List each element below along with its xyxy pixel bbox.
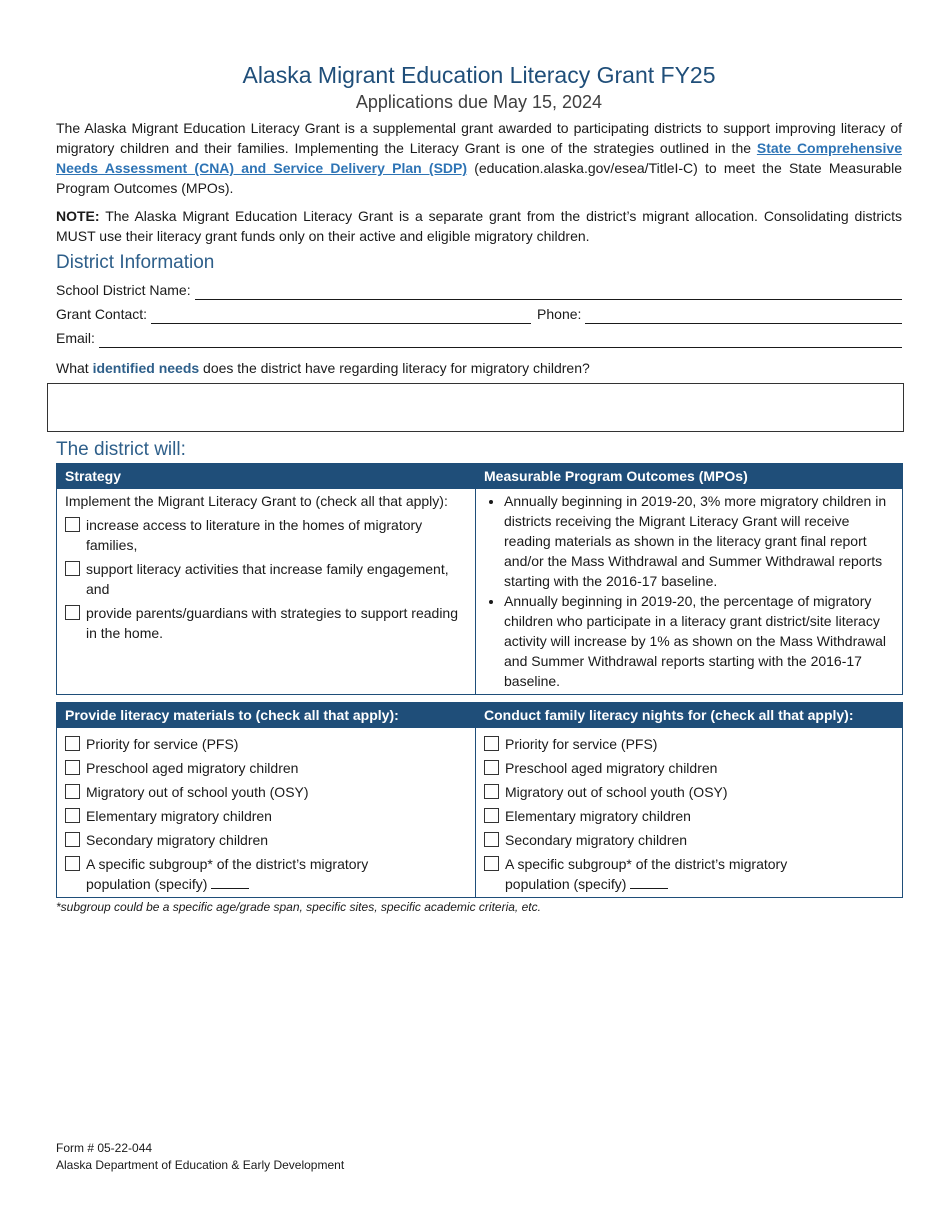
needs-question [56,358,902,378]
option-label [505,854,894,894]
materials-checkbox-pfs[interactable] [65,736,80,751]
district-will-heading: The district will: [56,439,186,460]
strategy-option-label: increase access to literature in the homes of migratory families, [86,517,423,553]
nights-checkbox-preschool[interactable] [484,760,499,775]
option-label: Migratory out of school youth (OSY) [86,784,309,800]
materials-option [65,782,467,802]
strategy-option-label: support literacy activities that increase family engagement, and [86,561,449,597]
option-label: Elementary migratory children [505,808,691,824]
email-field[interactable] [99,330,902,348]
strategy-option-label: provide parents/guardians with strategies to support reading in the home. [86,605,458,641]
option-label: Preschool aged migratory children [86,760,299,776]
nights-option [484,734,894,754]
department-name: Alaska Department of Education & Early Development [56,1158,345,1172]
identified-needs-textbox[interactable] [47,383,904,432]
phone-label: Phone: [537,306,582,322]
nights-specify-field[interactable] [630,874,668,889]
materials-checkbox-preschool[interactable] [65,760,80,775]
grant-contact-label: Grant Contact: [56,306,148,322]
needs-question-emphasis: identified needs [92,360,200,376]
strategy-checkbox-1[interactable] [65,517,80,532]
strategy-cell [57,489,476,695]
needs-question-after: does the district have regarding literacy for migratory children? [199,360,590,376]
option-label: Secondary migratory children [86,832,269,848]
page-subtitle: Applications due May 15, 2024 [355,92,603,112]
option-label: Preschool aged migratory children [505,760,718,776]
option-label: Priority for service (PFS) [505,736,658,752]
materials-option [65,854,467,894]
intro-text-before-link: The Alaska Migrant Education Literacy Grant is a supplemental grant awarded to participating districts to support improving literacy of migratory children and their families. Implementing the Literacy Grant is one of the strategies outlined in the [56,120,902,156]
option-label: Elementary migratory children [86,808,272,824]
nights-option [484,806,894,826]
materials-checkbox-secondary[interactable] [65,832,80,847]
materials-cell [57,728,476,898]
materials-option [65,806,467,826]
note-text: The Alaska Migrant Education Literacy Grant is a separate grant from the district’s migrant allocation. Consolidating districts MUST use their literacy grant funds only on their active and eligible migratory children. [56,208,902,244]
form-number: Form # 05-22-044 [56,1141,153,1155]
note-label: NOTE: [56,208,100,224]
nights-option [484,854,894,894]
strategy-checkbox-3[interactable] [65,605,80,620]
subgroup-footnote: *subgroup could be a specific age/grade span, specific sites, specific academic criteria, etc. [56,900,541,914]
subgroup-line-2: population (specify) [505,876,627,892]
nights-option [484,782,894,802]
nights-checkbox-subgroup[interactable] [484,856,499,871]
materials-option [65,830,467,850]
nights-option [484,758,894,778]
mpo-header: Measurable Program Outcomes (MPOs) [476,464,903,489]
needs-question-before: What [56,360,93,376]
nights-checkbox-secondary[interactable] [484,832,499,847]
intro-paragraph [56,118,902,198]
grant-contact-field[interactable] [151,306,531,324]
school-district-label: School District Name: [56,282,191,298]
literacy-nights-cell [476,728,903,898]
strategy-option [65,603,467,643]
phone-field[interactable] [585,306,902,324]
strategy-option [65,515,467,555]
nights-checkbox-elementary[interactable] [484,808,499,823]
materials-header: Provide literacy materials to (check all that apply): [57,703,476,728]
district-info-heading: District Information [56,252,215,273]
nights-option [484,830,894,850]
literacy-nights-header: Conduct family literacy nights for (check all that apply): [476,703,903,728]
mpo-list [484,491,894,691]
strategy-header: Strategy [57,464,476,489]
option-label [86,854,467,894]
subgroup-line-1: A specific subgroup* of the district’s migratory [86,856,369,872]
form-footer [56,1140,344,1174]
subgroup-line-1: A specific subgroup* of the district’s migratory [505,856,788,872]
materials-checkbox-elementary[interactable] [65,808,80,823]
materials-option [65,758,467,778]
strategy-checkbox-2[interactable] [65,561,80,576]
note-paragraph [56,206,902,246]
email-label: Email: [56,330,95,346]
mpo-cell [476,489,903,695]
materials-checkbox-subgroup[interactable] [65,856,80,871]
intro-text-after-link: (education.alaska.gov/esea/TitleI-C) to meet the State Measurable Program Outcomes (MPOs). [56,160,902,196]
school-district-field[interactable] [195,282,902,300]
option-label: Priority for service (PFS) [86,736,239,752]
page-title: Alaska Migrant Education Literacy Grant FY25 [242,62,716,88]
materials-checkbox-osy[interactable] [65,784,80,799]
subgroup-line-2: population (specify) [86,876,208,892]
materials-specify-field[interactable] [211,874,249,889]
nights-checkbox-osy[interactable] [484,784,499,799]
cna-sdp-link[interactable]: State Comprehensive Needs Assessment (CNA) and Service Delivery Plan (SDP) [56,140,902,176]
nights-checkbox-pfs[interactable] [484,736,499,751]
option-label: Migratory out of school youth (OSY) [505,784,728,800]
grant-contact-row [56,300,902,324]
strategy-intro: Implement the Migrant Literacy Grant to (check all that apply): [65,493,448,509]
email-row [56,324,902,348]
mpo-item: • Annually beginning in 2019-20, the percentage of migratory children who participate in a literacy grant district/site literacy activity will increase by 1% as shown on the Mass Withdrawal and Summer Withdrawal reports starting with the 2016-17 baseline. [504,591,894,691]
option-label: Secondary migratory children [505,832,688,848]
materials-nights-table [56,702,903,898]
strategy-option [65,559,467,599]
strategy-mpo-table [56,463,903,695]
form-page [56,60,902,915]
mpo-item: • Annually beginning in 2019-20, 3% more migratory children in districts receiving the Migrant Literacy Grant will receive reading materials as shown in the literacy grant final report and/or the Mass Withdrawal and Summer Withdrawal reports starting with the 2016-17 baseline. [504,491,894,591]
school-district-row [56,276,902,300]
materials-option [65,734,467,754]
